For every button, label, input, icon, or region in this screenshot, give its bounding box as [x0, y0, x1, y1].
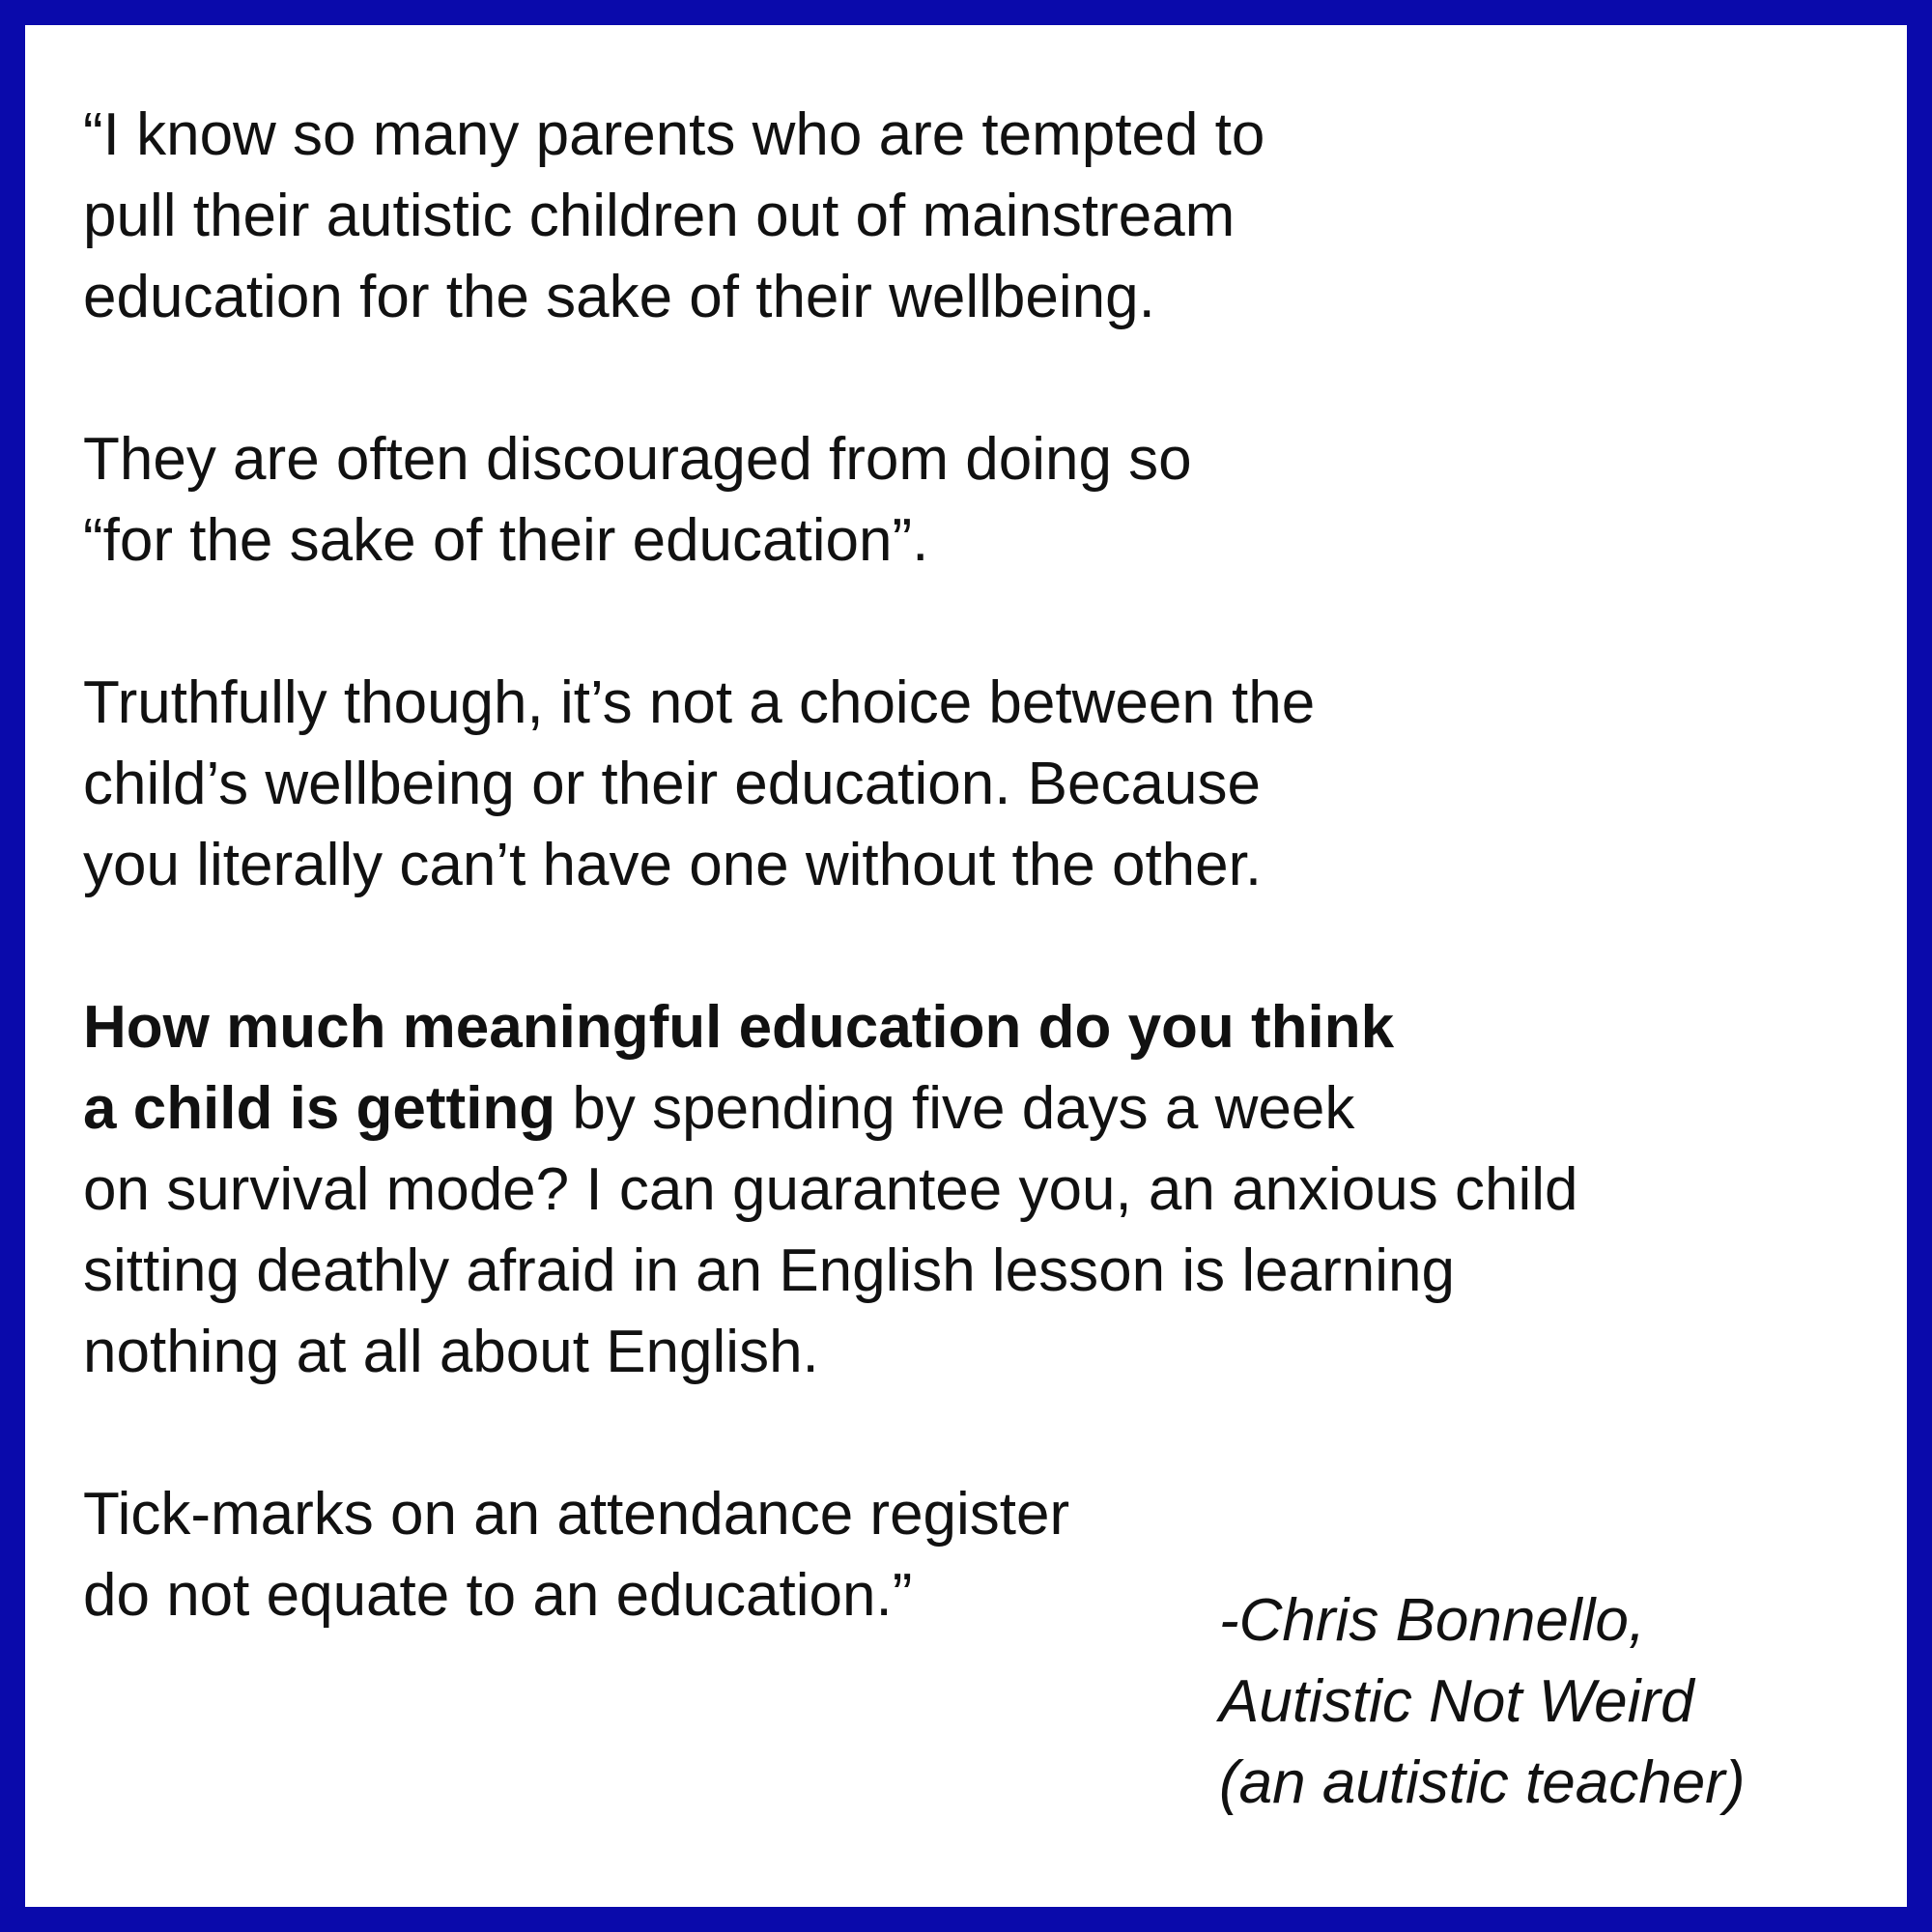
- quote-line: sitting deathly afraid in an English lesson is learning: [83, 1237, 1455, 1304]
- quote-line-mixed: [83, 1068, 1880, 1150]
- quote-line: you literally can’t have one without the other.: [83, 832, 1263, 898]
- quote-text: [83, 95, 1880, 1636]
- paragraph-gap: [83, 582, 1880, 663]
- quote-line: They are often discouraged from doing so: [83, 426, 1192, 493]
- paragraph-gap: [83, 338, 1880, 419]
- quote-line: do not equate to an education.”: [83, 1562, 913, 1629]
- quote-line-rest: by spending five days a week: [555, 1075, 1355, 1142]
- attribution-org: Autistic Not Weird: [1219, 1668, 1694, 1735]
- quote-line: child’s wellbeing or their education. Because: [83, 751, 1261, 817]
- quote-line: Truthfully though, it’s not a choice between the: [83, 669, 1316, 736]
- attribution-role: (an autistic teacher): [1219, 1749, 1746, 1816]
- quote-line: education for the sake of their wellbeing.: [83, 264, 1155, 330]
- quote-line: “for the sake of their education”.: [83, 507, 929, 574]
- paragraph-gap: [83, 1393, 1880, 1474]
- paragraph-gap: [83, 906, 1880, 987]
- quote-line: “I know so many parents who are tempted to: [83, 101, 1265, 168]
- quote-line-bold: How much meaningful education do you think: [83, 994, 1395, 1061]
- quote-bold-phrase: a child is getting: [83, 1075, 556, 1142]
- quote-line: pull their autistic children out of mainstream: [83, 183, 1236, 249]
- quote-line: Tick-marks on an attendance register: [83, 1481, 1070, 1548]
- attribution-name: -Chris Bonnello,: [1219, 1587, 1646, 1654]
- quote-line: nothing at all about English.: [83, 1319, 819, 1385]
- attribution: [1219, 1580, 1915, 1824]
- quote-line: on survival mode? I can guarantee you, an anxious child: [83, 1156, 1578, 1223]
